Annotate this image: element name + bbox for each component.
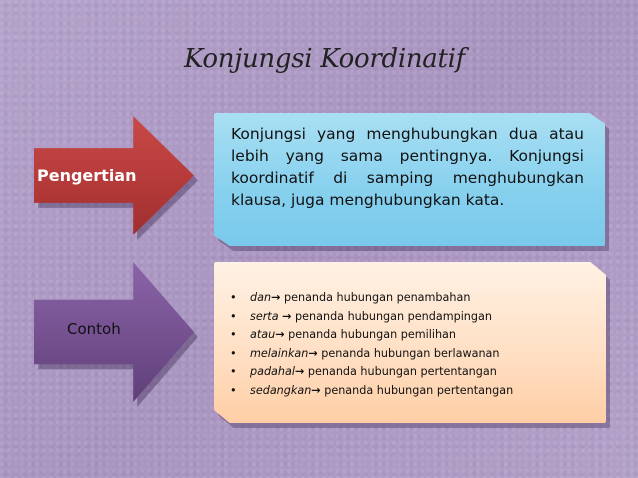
list-item <box>230 308 600 327</box>
example-word: padahal <box>250 365 295 378</box>
example-word: dan <box>250 291 272 304</box>
example-word: melainkan <box>250 346 309 360</box>
bullet-icon: • <box>230 383 237 397</box>
list-item <box>230 363 600 382</box>
example-word: atau <box>250 328 276 341</box>
definition-text: Konjungsi yang menghubungkan dua atau lebih yang sama pentingnya. Konjungsi koordinatif di samping menghubungkan klausa, juga menghubungkan kata. <box>231 125 584 209</box>
bullet-icon: • <box>230 365 237 378</box>
right-arrow-icon: → <box>275 328 285 341</box>
right-arrow-icon: → <box>271 291 281 304</box>
example-arrow-label: Contoh <box>67 320 121 338</box>
bullet-icon: • <box>230 309 237 323</box>
example-description: penanda hubungan pendampingan <box>291 309 492 323</box>
list-item <box>230 289 600 308</box>
example-description: penanda hubungan berlawanan <box>317 346 500 360</box>
slide-title: Konjungsi Koordinatif <box>184 44 465 74</box>
list-item <box>230 326 600 345</box>
right-arrow-icon: → <box>282 309 292 323</box>
bullet-icon: • <box>230 328 237 341</box>
right-arrow-icon: → <box>294 365 305 378</box>
example-description: penanda hubungan penambahan <box>280 291 471 304</box>
right-arrow-icon: → <box>311 383 321 397</box>
bullet-icon: • <box>230 291 237 304</box>
example-description: penanda hubungan pertentangan <box>304 365 497 378</box>
example-word: sedangkan <box>250 383 312 397</box>
definition-arrow-label: Pengertian <box>37 166 137 185</box>
example-description: penanda hubungan pemilihan <box>284 328 456 341</box>
example-list <box>230 289 600 400</box>
example-description: penanda hubungan pertentangan <box>320 383 514 397</box>
example-word: serta <box>250 309 283 323</box>
bullet-icon: • <box>230 346 237 360</box>
list-item <box>230 345 600 364</box>
right-arrow-icon: → <box>308 346 318 360</box>
list-item <box>230 382 600 401</box>
